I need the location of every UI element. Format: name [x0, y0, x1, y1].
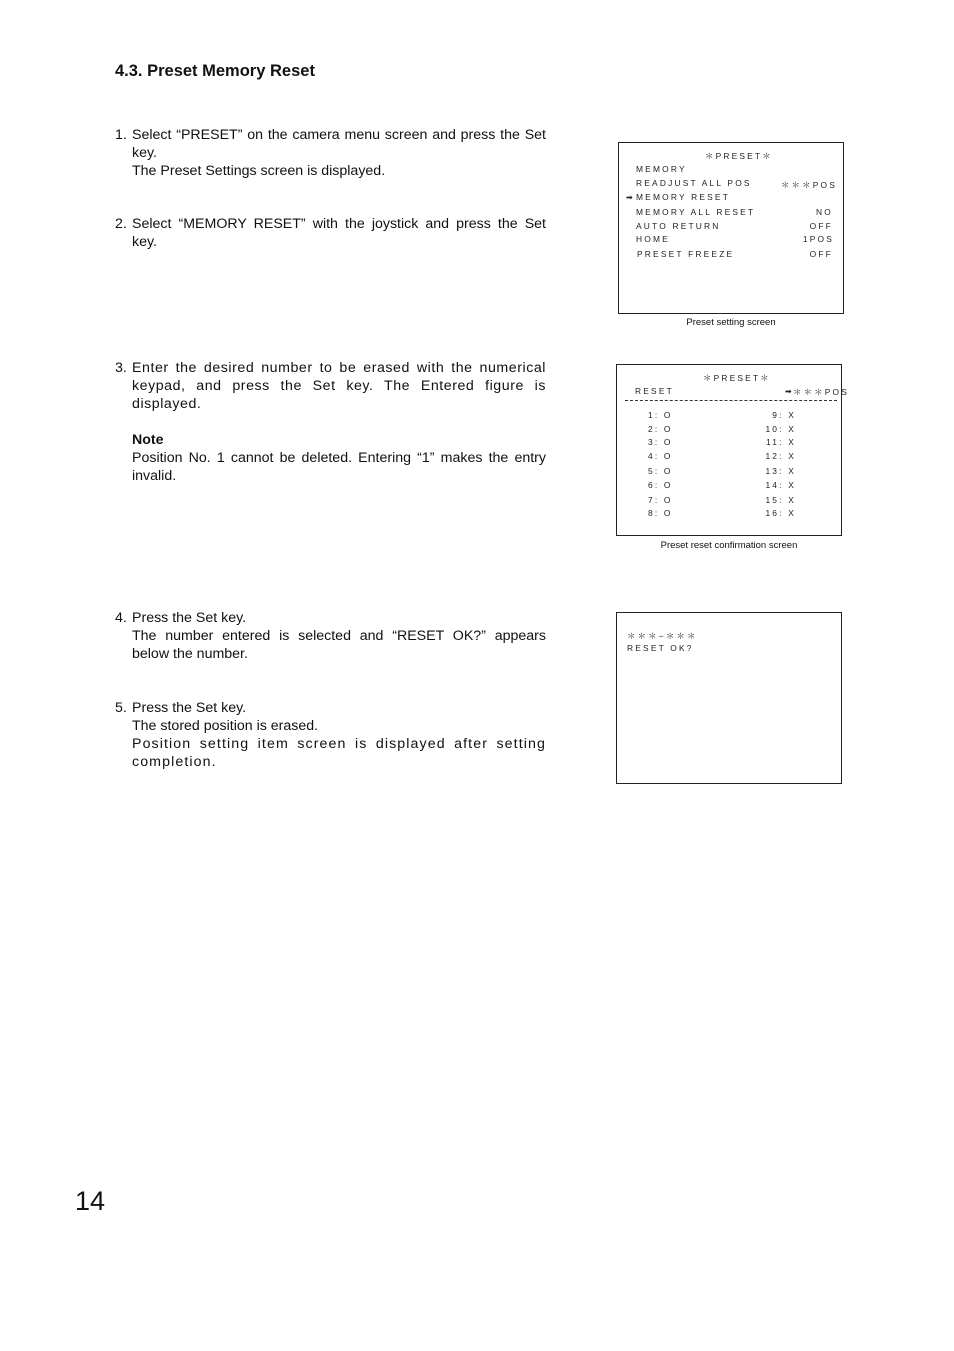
entered-number: ＊＊＊−＊＊＊ — [627, 631, 698, 641]
menu-label: MEMORY RESET — [636, 192, 731, 202]
menu-value: NO — [816, 207, 833, 217]
reset-ok-prompt: RESET OK? — [627, 643, 694, 653]
position-status: 1: O — [648, 410, 673, 420]
page-number: 14 — [75, 1186, 106, 1216]
step-2 — [115, 215, 546, 251]
step-text: The stored position is erased. — [132, 718, 319, 734]
position-status: 14: X — [765, 480, 796, 490]
note-title: Note — [132, 432, 164, 448]
menu-label: MEMORY — [636, 164, 687, 174]
position-status: 15: X — [765, 495, 796, 505]
reset-ok-screen — [616, 612, 842, 784]
position-status: 7: O — [648, 495, 673, 505]
step-5 — [115, 699, 546, 771]
position-status: 3: O — [648, 437, 673, 447]
position-status: 4: O — [648, 451, 673, 461]
screen-title: ＊PRESET＊ — [703, 373, 771, 383]
step-text: Select “MEMORY RESET” with the joystick and press the Set key. — [132, 216, 546, 250]
reset-value: ＊＊＊POS — [793, 387, 850, 397]
position-status: 8: O — [648, 508, 673, 518]
arrow-icon: ➡ — [626, 193, 633, 202]
position-status: 10: X — [765, 424, 796, 434]
screen-title: ＊PRESET＊ — [705, 151, 773, 161]
step-number: 1. — [115, 127, 127, 143]
step-text: The number entered is selected and “RESET OK?” appears below the number. — [132, 628, 546, 662]
position-status: 2: O — [648, 424, 673, 434]
screen-caption: Preset reset confirmation screen — [660, 540, 798, 551]
step-text: Position setting item screen is displayed after setting completion. — [132, 736, 546, 770]
section-title: 4.3. Preset Memory Reset — [115, 62, 315, 80]
screen-caption: Preset setting screen — [686, 317, 776, 328]
step-text: The Preset Settings screen is displayed. — [132, 163, 386, 179]
position-status: 16: X — [765, 508, 796, 518]
menu-label: AUTO RETURN — [636, 221, 721, 231]
step-number: 4. — [115, 610, 127, 626]
step-text: Select “PRESET” on the camera menu screen and press the Set key. — [132, 127, 546, 161]
reset-label: RESET — [635, 386, 674, 396]
step-3 — [115, 359, 546, 485]
position-status: 11: X — [766, 437, 796, 447]
menu-label: READJUST ALL POS — [636, 178, 752, 188]
menu-value: OFF — [809, 221, 833, 231]
menu-label: PRESET FREEZE — [637, 249, 735, 259]
position-status: 12: X — [765, 451, 796, 461]
menu-value: 1POS — [802, 234, 834, 244]
position-status: 5: O — [648, 466, 673, 476]
menu-value: ＊＊＊POS — [780, 180, 837, 190]
preset-reset-confirmation-screen — [616, 364, 850, 536]
preset-setting-screen — [618, 142, 844, 314]
step-number: 2. — [115, 216, 127, 232]
step-number: 3. — [115, 360, 127, 376]
position-status: 6: O — [648, 480, 673, 490]
step-4 — [115, 609, 546, 663]
step-text: Press the Set key. — [132, 700, 247, 716]
step-text: Press the Set key. — [132, 610, 247, 626]
menu-value: OFF — [809, 249, 833, 259]
position-status: 13: X — [765, 466, 796, 476]
divider — [625, 400, 837, 401]
menu-label: HOME — [636, 234, 670, 244]
step-text: Enter the desired number to be erased with the numerical keypad, and press the Set key. The Entered figure is displayed. — [132, 360, 546, 412]
menu-label: MEMORY ALL RESET — [636, 207, 756, 217]
step-number: 5. — [115, 700, 127, 716]
note-text: Position No. 1 cannot be deleted. Entering “1” makes the entry invalid. — [132, 450, 546, 484]
arrow-icon: ➡ — [785, 387, 792, 396]
position-status: 9: X — [772, 410, 796, 420]
step-1 — [115, 126, 546, 180]
